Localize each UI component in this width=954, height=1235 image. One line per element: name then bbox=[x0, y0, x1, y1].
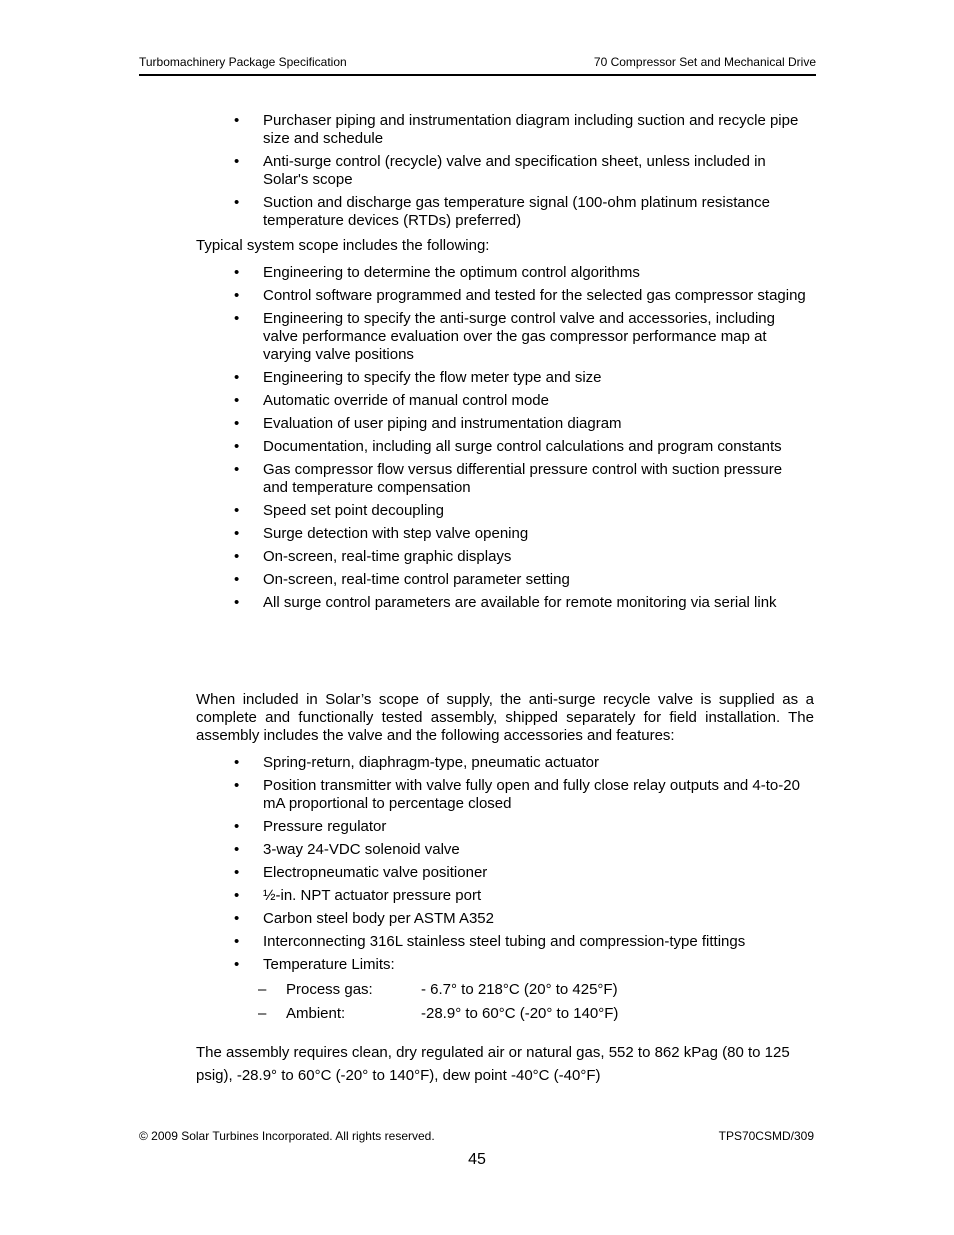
list-item: • All surge control parameters are available for remote monitoring via serial link bbox=[234, 594, 809, 612]
list-item: • Documentation, including all surge control calculations and program constants bbox=[234, 438, 809, 456]
list-item: • Pressure regulator bbox=[234, 818, 809, 836]
copyright-text: © 2009 Solar Turbines Incorporated. All rights reserved. bbox=[139, 1129, 435, 1143]
dash-marker: – bbox=[258, 1005, 267, 1022]
page-header bbox=[139, 55, 816, 76]
list-item: • On-screen, real-time control parameter setting bbox=[234, 571, 809, 589]
list-item: • Anti-surge control (recycle) valve and specification sheet, unless included in Solar's scope bbox=[234, 153, 809, 189]
valve-accessories-list bbox=[234, 754, 809, 974]
limit-label: Process gas: bbox=[286, 981, 373, 998]
document-code: TPS70CSMD/309 bbox=[718, 1129, 814, 1143]
page-number: 45 bbox=[468, 1151, 486, 1168]
list-item: • Interconnecting 316L stainless steel tubing and compression-type fittings bbox=[234, 933, 809, 951]
list-item: • Temperature Limits: bbox=[234, 956, 809, 974]
list-item: • Engineering to specify the flow meter type and size bbox=[234, 369, 809, 387]
list-item: • Carbon steel body per ASTM A352 bbox=[234, 910, 809, 928]
list-item: • Engineering to specify the anti-surge control valve and accessories, including valve performance evaluation over the gas compressor performance map at varying valve positions bbox=[234, 310, 809, 364]
process-gas-limit-row bbox=[258, 981, 618, 999]
list-item: • Engineering to determine the optimum control algorithms bbox=[234, 264, 809, 282]
ambient-limit-row bbox=[258, 1005, 618, 1023]
list-item: • On-screen, real-time graphic displays bbox=[234, 548, 809, 566]
recycle-valve-paragraph: When included in Solar’s scope of supply, the anti-surge recycle valve is supplied as a complete and functionally tested assembly, shipped separately for field installation. The assembly includes the valve and the following accessories and features: bbox=[196, 691, 814, 744]
list-item: • Evaluation of user piping and instrumentation diagram bbox=[234, 415, 809, 433]
list-item: • Spring-return, diaphragm-type, pneumatic actuator bbox=[234, 754, 809, 772]
scope-intro-paragraph: Typical system scope includes the following: bbox=[196, 237, 490, 254]
system-scope-list bbox=[234, 264, 809, 612]
dash-marker: – bbox=[258, 981, 267, 998]
list-item: • Surge detection with step valve opening bbox=[234, 525, 809, 543]
limit-value: - 6.7° to 218°C (20° to 425°F) bbox=[421, 981, 618, 998]
list-item: • 3-way 24-VDC solenoid valve bbox=[234, 841, 809, 859]
list-item: • Purchaser piping and instrumentation diagram including suction and recycle pipe size and schedule bbox=[234, 112, 809, 148]
limit-label: Ambient: bbox=[286, 1005, 346, 1022]
page-footer bbox=[139, 1129, 814, 1143]
list-item: • Gas compressor flow versus differential pressure control with suction pressure and temperature compensation bbox=[234, 461, 809, 497]
list-item: • Control software programmed and tested for the selected gas compressor staging bbox=[234, 287, 809, 305]
list-item: • Automatic override of manual control mode bbox=[234, 392, 809, 410]
list-item: • Speed set point decoupling bbox=[234, 502, 809, 520]
air-supply-paragraph: The assembly requires clean, dry regulated air or natural gas, 552 to 862 kPag (80 to 125 psig), -28.9° to 60°C (-20° to 140°F), dew point -40°C (-40°F) bbox=[196, 1044, 790, 1084]
list-item: • ½-in. NPT actuator pressure port bbox=[234, 887, 809, 905]
header-section-title: 70 Compressor Set and Mechanical Drive bbox=[593, 55, 816, 69]
purchaser-items-list bbox=[234, 112, 809, 230]
limit-value: -28.9° to 60°C (-20° to 140°F) bbox=[421, 1005, 619, 1022]
list-item: • Electropneumatic valve positioner bbox=[234, 864, 809, 882]
list-item: • Position transmitter with valve fully open and fully close relay outputs and 4-to-20 mA proportional to percentage closed bbox=[234, 777, 809, 813]
header-document-title: Turbomachinery Package Specification bbox=[139, 55, 347, 69]
list-item: • Suction and discharge gas temperature signal (100-ohm platinum resistance temperature devices (RTDs) preferred) bbox=[234, 194, 809, 230]
